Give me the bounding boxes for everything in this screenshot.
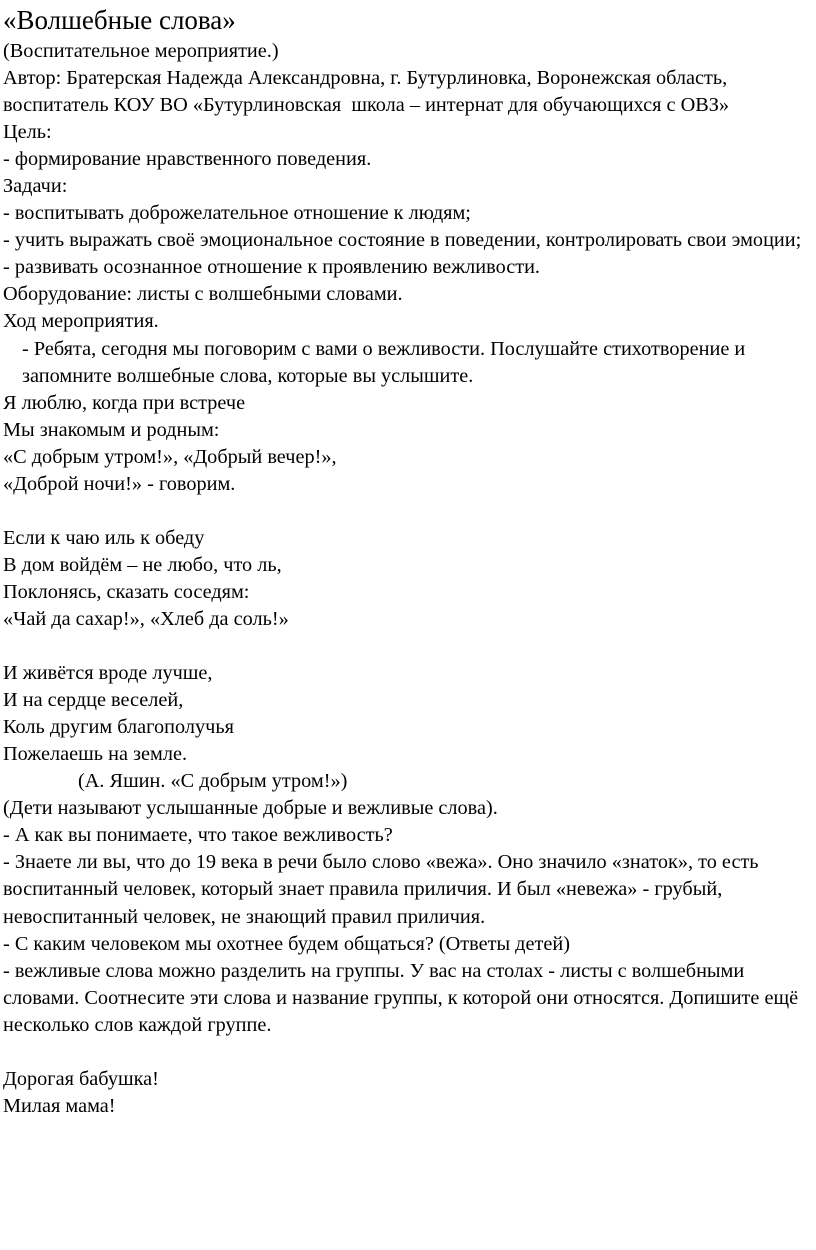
body-paragraph: - вежливые слова можно разделить на группы. У вас на столах - листы с волшебными словами. Соотнесите эти слова и название группы, к которой они относятся. Допишите ещё несколько слов каждой группе. (3, 959, 804, 1036)
poem-line: Поклонясь, сказать соседям: (3, 580, 250, 603)
body-paragraph: - С каким человеком мы охотнее будем общаться? (Ответы детей) (3, 932, 570, 955)
document-title: «Волшебные слова» (3, 5, 236, 35)
goal-item: - формирование нравственного поведения. (3, 148, 372, 171)
task-item: - учить выражать своё эмоциональное состояние в поведении, контролировать свои эмоции; (3, 229, 802, 252)
poem-attribution: (А. Яшин. «С добрым утром!») (78, 770, 348, 793)
poem-line: Я люблю, когда при встрече (3, 391, 246, 414)
poem-line: «Доброй ночи!» - говорим. (3, 472, 236, 495)
poem-line: И на сердце веселей, (3, 689, 184, 712)
paragraph-spacer (3, 1039, 811, 1066)
task-item: - развивать осознанное отношение к проявлению вежливости. (3, 256, 541, 279)
poem-line: Если к чаю иль к обеду (3, 526, 205, 549)
tasks-heading: Задачи: (3, 175, 68, 198)
goal-heading: Цель: (3, 121, 52, 144)
document-subtitle: (Воспитательное мероприятие.) (3, 40, 279, 62)
body-paragraph: - А как вы понимаете, что такое вежливость? (3, 824, 393, 847)
stanza-spacer (3, 498, 811, 525)
task-item: - воспитывать доброжелательное отношение к людям; (3, 202, 471, 225)
poem-line: Пожелаешь на земле. (3, 743, 188, 766)
document-page (3, 3, 811, 1120)
stanza-spacer (3, 633, 811, 660)
closing-line: Дорогая бабушка! (3, 1067, 159, 1090)
author-paragraph: Автор: Братерская Надежда Александровна, г. Бутурлиновка, Воронежская область, воспитатель КОУ ВО «Бутурлиновская школа – интернат для обучающихся с ОВЗ» (3, 67, 733, 117)
closing-line: Милая мама! (3, 1094, 116, 1117)
poem-line: И живётся вроде лучше, (3, 662, 213, 685)
course-heading: Ход мероприятия. (3, 310, 159, 333)
intro-paragraph: - Ребята, сегодня мы поговорим с вами о вежливости. Послушайте стихотворение и запомните волшебные слова, которые вы услышите. (22, 337, 751, 387)
equipment-line: Оборудование: листы с волшебными словами. (3, 283, 403, 306)
body-paragraph: - Знаете ли вы, что до 19 века в речи было слово «вежа». Оно значило «знаток», то есть воспитанный человек, который знает правила приличия. И был «невежа» - грубый, невоспитанный человек, не знающий правил приличия. (3, 851, 764, 928)
poem-line: Коль другим благополучья (3, 716, 234, 739)
body-paragraph: (Дети называют услышанные добрые и вежливые слова). (3, 797, 498, 820)
poem-line: В дом войдём – не любо, что ль, (3, 553, 282, 576)
poem-line: Мы знакомым и родным: (3, 418, 220, 441)
poem-line: «Чай да сахар!», «Хлеб да соль!» (3, 607, 289, 630)
poem-line: «С добрым утром!», «Добрый вечер!», (3, 445, 337, 468)
